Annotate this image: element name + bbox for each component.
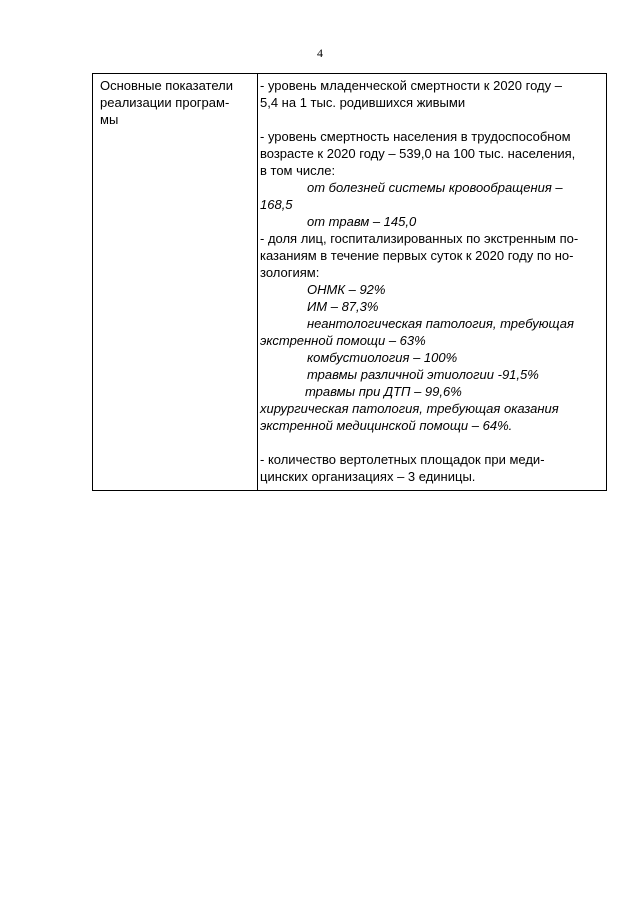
label-line: Основные показатели (100, 78, 233, 93)
indicators-table (92, 73, 607, 491)
trauma-dtp-line: травмы при ДТП – 99,6% (305, 384, 462, 399)
blank-line (260, 434, 604, 451)
label-line: реализации програм- (100, 95, 230, 110)
neantological-line-2: экстренной помощи – 63% (260, 333, 426, 348)
working-age-mortality-line-3: в том числе: (260, 163, 336, 178)
hospitalization-line-3: зологиям: (260, 265, 320, 280)
content-cell (258, 74, 607, 491)
hospitalization-line-1: - доля лиц, госпитализированных по экстренным по- (260, 231, 579, 246)
im-line: ИМ – 87,3% (307, 299, 379, 314)
page-number: 4 (317, 46, 323, 60)
onmk-line: ОНМК – 92% (307, 282, 386, 297)
infant-mortality-line-1: - уровень младенческой смертности к 2020 году – (260, 78, 562, 93)
combustiology-line: комбустиология – 100% (307, 350, 458, 365)
surgical-line-2: экстренной медицинской помощи – 64%. (260, 418, 513, 433)
working-age-mortality-line-1: - уровень смертность населения в трудоспособном (260, 129, 571, 144)
table-row (93, 74, 607, 491)
infant-mortality-line-2: 5,4 на 1 тыс. родившихся живыми (260, 95, 466, 110)
label-cell (93, 74, 258, 491)
trauma-various-line: травмы различной этиологии -91,5% (307, 367, 539, 382)
label-line: мы (100, 112, 119, 127)
cardiovascular-line-1: от болезней системы кровообращения – (307, 180, 563, 195)
cardiovascular-line-2: 168,5 (260, 197, 293, 212)
neantological-line-1: неантологическая патология, требующая (307, 316, 574, 331)
working-age-mortality-line-2: возрасте к 2020 году – 539,0 на 100 тыс. населения, (260, 146, 576, 161)
hospitalization-line-2: казаниям в течение первых суток к 2020 году по но- (260, 248, 574, 263)
blank-line (260, 111, 604, 128)
surgical-line-1: хирургическая патология, требующая оказания (260, 401, 559, 416)
helipads-line-2: цинских организациях – 3 единицы. (260, 469, 476, 484)
helipads-line-1: - количество вертолетных площадок при меди- (260, 452, 545, 467)
injuries-line: от травм – 145,0 (307, 214, 417, 229)
